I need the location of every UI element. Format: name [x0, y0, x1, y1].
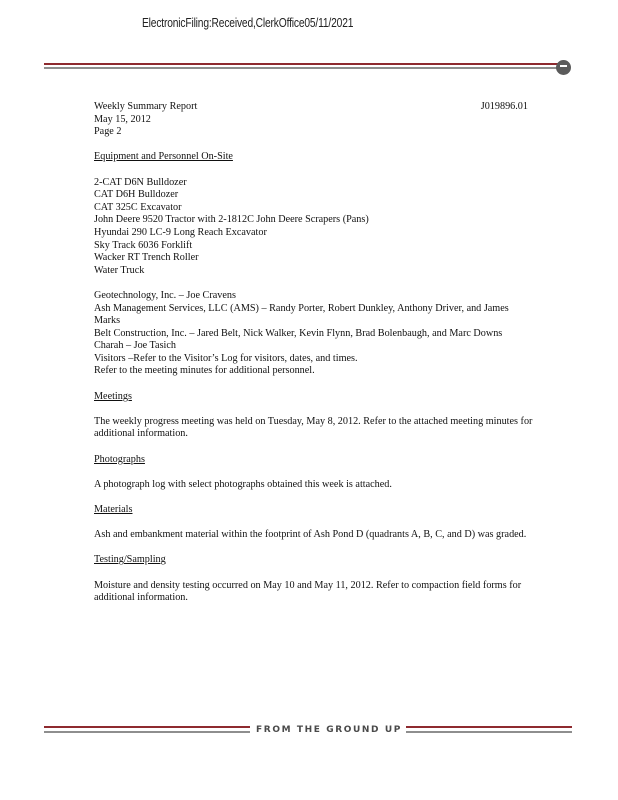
- page-number: Page 2: [94, 126, 122, 138]
- list-item: Sky Track 6036 Forklift: [94, 239, 193, 251]
- list-item: Wacker RT Trench Roller: [94, 252, 199, 264]
- list-item: 2-CAT D6N Bulldozer: [94, 176, 187, 188]
- company-logo-icon: [556, 60, 571, 75]
- materials-text: Ash and embankment material within the footprint of Ash Pond D (quadrants A, B, C, and D) was graded.: [94, 529, 527, 541]
- personnel-list: [94, 290, 534, 378]
- report-header-row: [94, 101, 534, 114]
- report-date: May 15, 2012: [94, 113, 151, 125]
- filing-stamp: ElectronicFiling:Received,ClerkOffice05/11/2021: [142, 16, 354, 30]
- report-title: Weekly Summary Report: [94, 101, 198, 112]
- footer-rule-left: [44, 725, 250, 737]
- photographs-text: A photograph log with select photographs obtained this week is attached.: [94, 478, 392, 490]
- meetings-heading: Meetings: [94, 390, 132, 402]
- meetings-text: The weekly progress meeting was held on Tuesday, May 8, 2012. Refer to the attached meeting minutes for additional information.: [94, 415, 533, 440]
- list-item: CAT 325C Excavator: [94, 201, 182, 213]
- page-footer: [44, 725, 572, 737]
- footer-rule-right: [406, 725, 572, 737]
- testing-text: Moisture and density testing occurred on May 10 and May 11, 2012. Refer to compaction field forms for additional information.: [94, 579, 522, 604]
- materials-heading: Materials: [94, 504, 133, 515]
- equipment-heading: Equipment and Personnel On-Site: [94, 151, 233, 163]
- list-item: Ash Management Services, LLC (AMS) – Randy Porter, Robert Dunkley, Anthony Driver, and James Marks: [94, 302, 509, 327]
- list-item: John Deere 9520 Tractor with 2-1812C John Deere Scrapers (Pans): [94, 214, 369, 226]
- list-item: Refer to the meeting minutes for additional personnel.: [94, 365, 315, 377]
- report-body: [94, 101, 534, 605]
- equipment-list: [94, 177, 534, 278]
- testing-heading: Testing/Sampling: [94, 554, 166, 566]
- list-item: Charah – Joe Tasich: [94, 340, 176, 352]
- footer-tagline: FROM THE GROUND UP: [256, 725, 402, 735]
- list-item: CAT D6H Bulldozer: [94, 189, 179, 201]
- document-id: J019896.01: [480, 101, 528, 112]
- photographs-heading: Photographs: [94, 453, 145, 465]
- list-item: Water Truck: [94, 264, 145, 276]
- list-item: Hyundai 290 LC-9 Long Reach Excavator: [94, 226, 267, 238]
- list-item: Belt Construction, Inc. – Jared Belt, Nick Walker, Kevin Flynn, Brad Bolenbaugh, and Marc Downs: [94, 327, 503, 339]
- list-item: Geotechnology, Inc. – Joe Cravens: [94, 289, 236, 301]
- header-rule: [44, 63, 564, 71]
- list-item: Visitors –Refer to the Visitor’s Log for visitors, dates, and times.: [94, 352, 358, 364]
